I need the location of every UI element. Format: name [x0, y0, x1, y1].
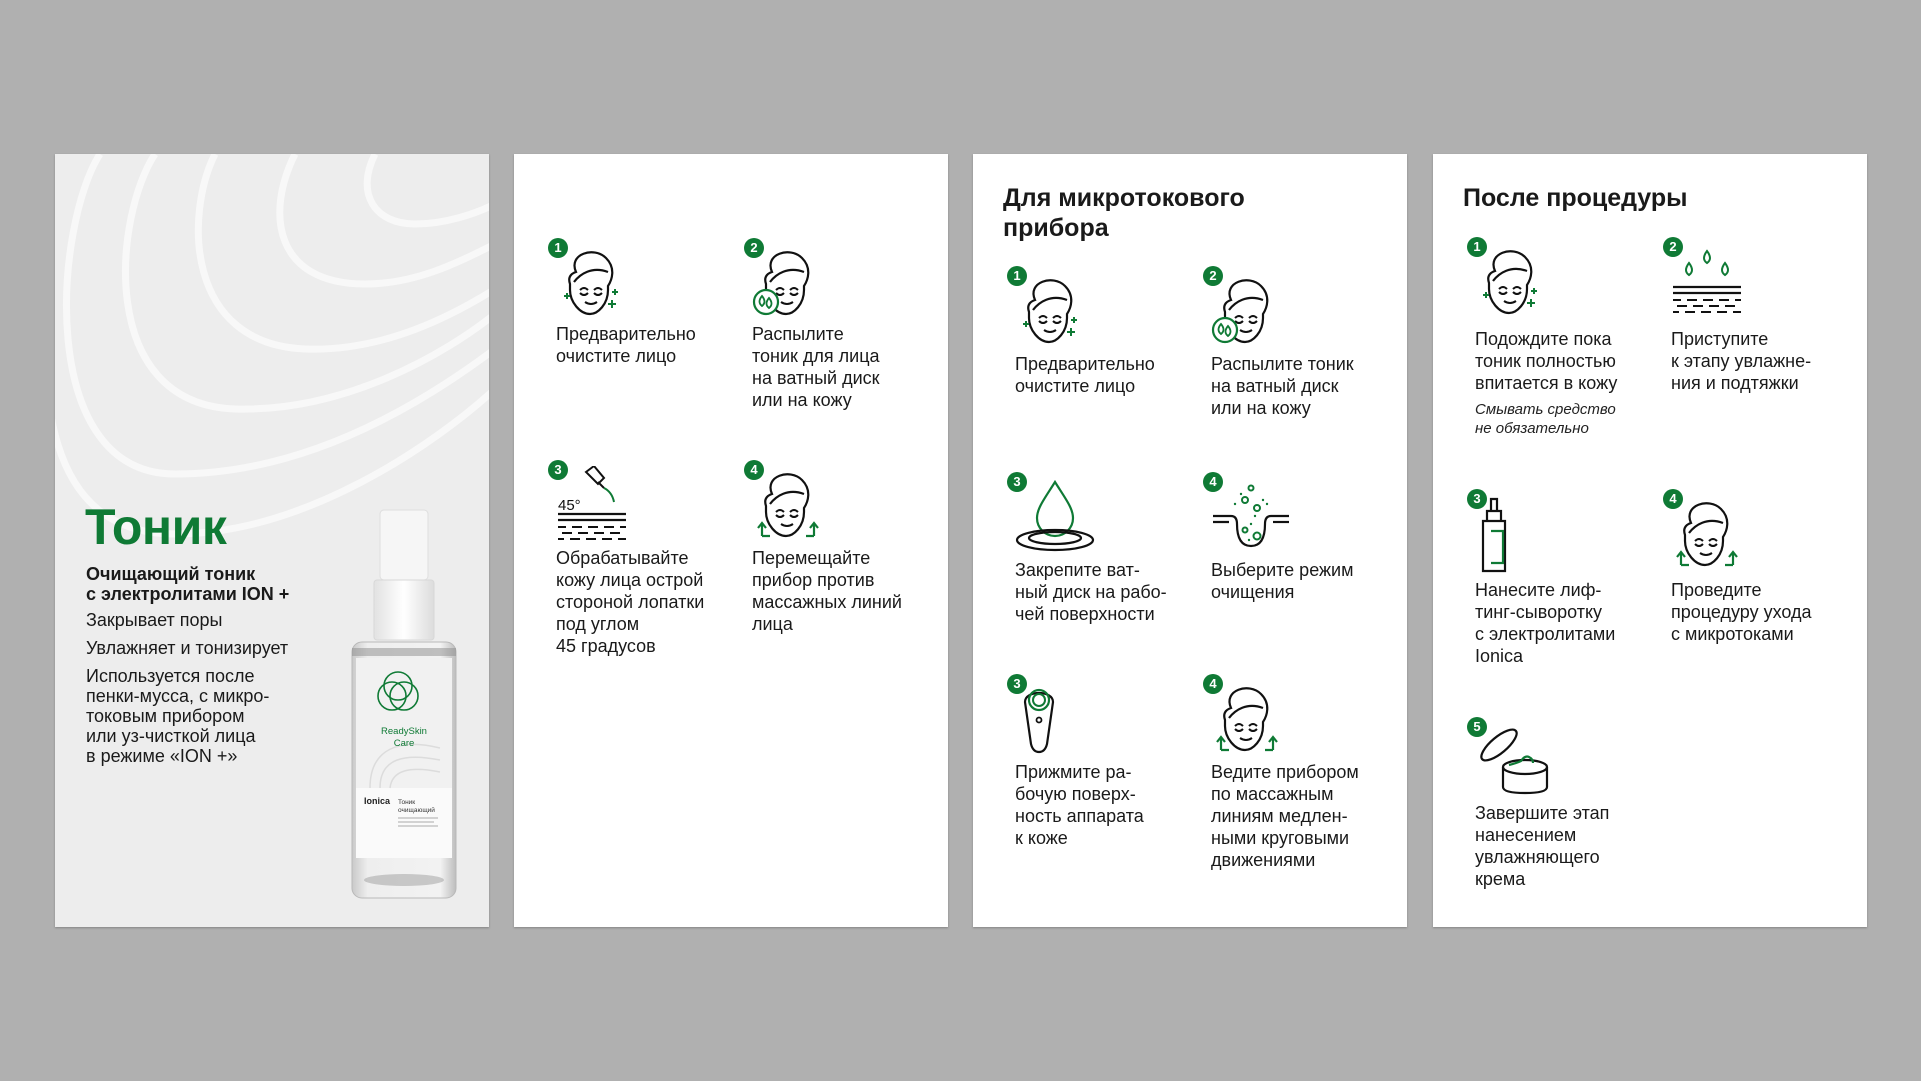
text-line: Перемещайте	[752, 548, 871, 568]
text-line: Предварительно	[1015, 354, 1155, 374]
text-line: очищения	[1211, 582, 1295, 602]
product-description	[86, 564, 326, 766]
text-line: на ватный диск	[1211, 376, 1339, 396]
bottle-logo-line1: ReadySkin	[381, 726, 427, 737]
step-number-badge: 4	[1203, 674, 1223, 694]
bottle-product-line2: очищающий	[398, 807, 435, 814]
text-line: ный диск на рабо-	[1015, 582, 1167, 602]
text-line: чей поверхности	[1015, 604, 1155, 624]
face-massage-icon	[1211, 680, 1283, 755]
benefit-moisturize: Увлажняет и тонизирует	[86, 638, 289, 658]
text-line: Закрепите ват-	[1015, 560, 1140, 580]
face-massage-icon	[1671, 495, 1743, 570]
step-number-badge: 4	[1663, 489, 1683, 509]
step-number-badge: 3	[1007, 674, 1027, 694]
text-line: на ватный диск	[752, 368, 880, 388]
step-text	[1671, 579, 1867, 645]
step-text	[1015, 761, 1215, 849]
angle-label: 45°	[558, 497, 581, 514]
text-line: тоник для лица	[752, 346, 880, 366]
spatula-45-icon	[556, 466, 636, 544]
step-text	[752, 547, 948, 635]
text-line: или на кожу	[752, 390, 852, 410]
step-text	[752, 323, 948, 411]
instruction-panel-tonic	[514, 154, 948, 927]
text-line: ность аппарата	[1015, 806, 1144, 826]
text-line: Прижмите ра-	[1015, 762, 1132, 782]
step-text	[556, 323, 756, 367]
step-number-badge: 2	[1663, 237, 1683, 257]
text-line: Смывать средство	[1475, 401, 1616, 418]
usage-line: Используется после	[86, 666, 255, 686]
product-bottle-image	[340, 508, 480, 908]
text-line: Ionica	[1475, 646, 1524, 666]
product-title: Тоник	[85, 499, 227, 555]
microcurrent-device-icon	[1015, 680, 1087, 755]
text-line: бочую поверх-	[1015, 784, 1136, 804]
text-line: Выберите режим	[1211, 560, 1354, 580]
text-line: Нанесите лиф-	[1475, 580, 1602, 600]
text-line: или на кожу	[1211, 398, 1311, 418]
text-line: прибор против	[752, 570, 875, 590]
text-line: к этапу увлажне-	[1671, 351, 1812, 371]
face-clean-icon	[1015, 272, 1087, 347]
benefit-pores: Закрывает поры	[86, 610, 223, 630]
text-line: Распылите тоник	[1211, 354, 1354, 374]
text-line: впитается в кожу	[1475, 373, 1618, 393]
usage-line: токовым прибором	[86, 706, 245, 726]
step-number-badge: 3	[548, 460, 568, 480]
step-number-badge: 3	[1007, 472, 1027, 492]
text-line: движениями	[1211, 850, 1316, 870]
step-text	[1211, 353, 1407, 419]
bottle-product-line1: Тоник	[398, 799, 416, 806]
step-text	[1475, 579, 1675, 667]
panel-heading	[1003, 183, 1245, 243]
text-line: Обрабатывайте	[556, 548, 689, 568]
face-spray-icon	[1211, 272, 1283, 347]
skin-drops-icon	[1671, 243, 1751, 321]
step-number-badge: 2	[1203, 266, 1223, 286]
text-line: Для микротокового	[1003, 184, 1245, 212]
face-clean-icon	[556, 244, 628, 319]
text-line: прибора	[1003, 214, 1109, 242]
text-line: под углом	[556, 614, 640, 634]
step-text	[1671, 328, 1867, 394]
text-line: массажных линий	[752, 592, 902, 612]
step-number-badge: 3	[1467, 489, 1487, 509]
text-line: Проведите	[1671, 580, 1762, 600]
text-line: с электролитами	[1475, 624, 1616, 644]
step-text	[556, 547, 756, 657]
text-line: Завершите этап	[1475, 803, 1610, 823]
step-number-badge: 1	[548, 238, 568, 258]
usage-line: в режиме «ION +»	[86, 746, 238, 766]
instruction-panel-microcurrent	[973, 154, 1407, 927]
text-line: Приступите	[1671, 329, 1769, 349]
subtitle-line: с электролитами ION +	[86, 584, 290, 604]
text-line: тинг-сыворотку	[1475, 602, 1603, 622]
text-line: стороной лопатки	[556, 592, 705, 612]
text-line: ными круговыми	[1211, 828, 1350, 848]
text-line: нанесением	[1475, 825, 1577, 845]
bottle-brand: Ionica	[364, 796, 391, 806]
face-spray-icon	[752, 244, 824, 319]
step-number-badge: 2	[744, 238, 764, 258]
text-line: к коже	[1015, 828, 1068, 848]
text-line: кожу лица острой	[556, 570, 704, 590]
usage-text	[86, 666, 326, 766]
step-number-badge: 1	[1467, 237, 1487, 257]
text-line: Предварительно	[556, 324, 696, 344]
text-line: Подождите пока	[1475, 329, 1612, 349]
text-line: тоник полностью	[1475, 351, 1616, 371]
pore-cleansing-icon	[1211, 478, 1291, 553]
text-line: Ведите прибором	[1211, 762, 1359, 782]
usage-line: пенки-мусса, с микро-	[86, 686, 270, 706]
serum-bottle-icon	[1475, 495, 1547, 575]
step-number-badge: 5	[1467, 717, 1487, 737]
text-line: процедуру ухода	[1671, 602, 1812, 622]
text-line: крема	[1475, 869, 1526, 889]
text-line: линиям медлен-	[1211, 806, 1348, 826]
step-text	[1015, 353, 1215, 397]
step-number-badge: 4	[1203, 472, 1223, 492]
text-line: с микротоками	[1671, 624, 1794, 644]
text-line: очистите лицо	[556, 346, 677, 366]
step-text	[1015, 559, 1215, 625]
text-line: лица	[752, 614, 793, 634]
subtitle-line: Очищающий тоник	[86, 564, 256, 584]
text-line: Распылите	[752, 324, 844, 344]
cream-jar-icon	[1475, 723, 1555, 798]
step-text	[1475, 802, 1675, 890]
step-note	[1475, 400, 1675, 438]
text-line: по массажным	[1211, 784, 1334, 804]
bottle-logo-line2: Care	[393, 738, 415, 749]
usage-line: или уз-чисткой лица	[86, 726, 256, 746]
text-line: 45 градусов	[556, 636, 656, 656]
panel-heading: После процедуры	[1463, 184, 1688, 212]
text-line: очистите лицо	[1015, 376, 1136, 396]
step-text	[1211, 761, 1407, 871]
step-text	[1211, 559, 1407, 603]
product-subtitle	[86, 564, 326, 604]
step-number-badge: 4	[744, 460, 764, 480]
instruction-panel-after	[1433, 154, 1867, 927]
drop-disk-icon	[1015, 478, 1095, 553]
step-number-badge: 1	[1007, 266, 1027, 286]
text-line: ния и подтяжки	[1671, 373, 1799, 393]
text-line: увлажняющего	[1475, 847, 1600, 867]
step-text	[1475, 328, 1675, 438]
cover-panel	[55, 154, 489, 927]
face-massage-icon	[752, 466, 824, 541]
text-line: не обязательно	[1475, 420, 1589, 437]
face-clean-icon	[1475, 243, 1547, 318]
